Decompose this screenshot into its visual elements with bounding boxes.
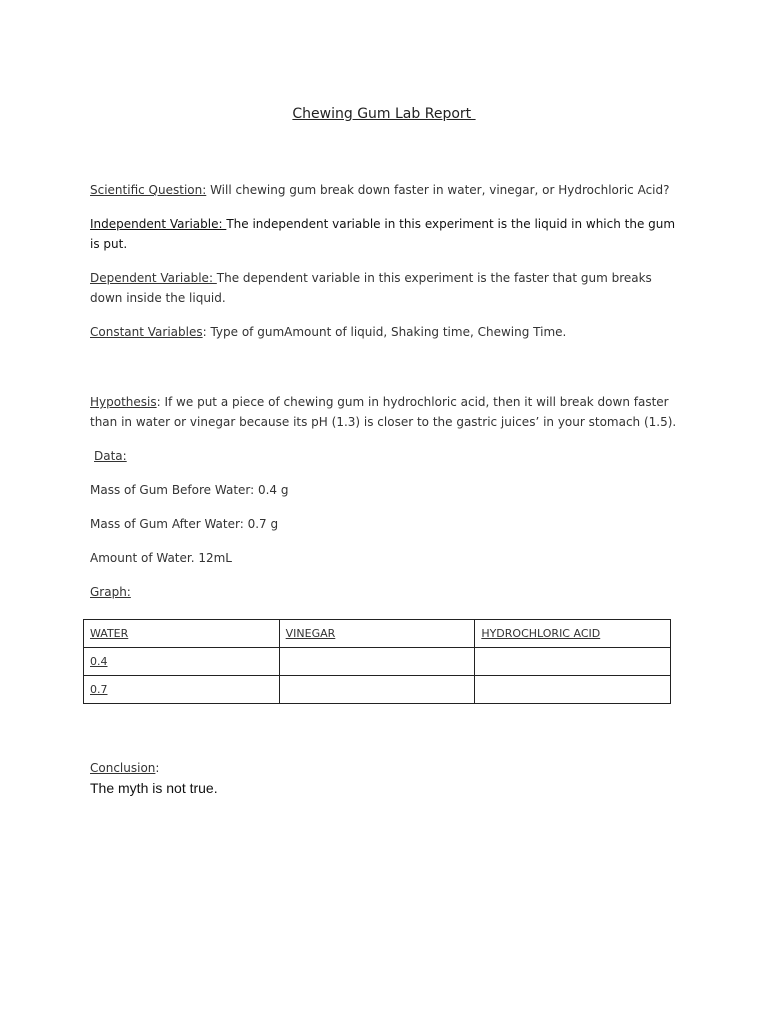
- table-cell: [279, 648, 475, 676]
- data-line-water-amount: [90, 548, 680, 568]
- conclusion-text: The myth is not true.: [90, 780, 218, 796]
- dependent-variable: [90, 268, 680, 308]
- scientific-question-text: Will chewing gum break down faster in water, vinegar, or Hydrochloric Acid?: [206, 183, 670, 197]
- data-line-text: Mass of Gum Before Water: 0.4 g: [90, 483, 289, 497]
- hypothesis-label: Hypothesis: [90, 395, 157, 409]
- hypothesis: [90, 392, 680, 432]
- data-line-mass-after: [90, 514, 680, 534]
- independent-variable: [90, 214, 680, 254]
- table-header-cell: [279, 620, 475, 648]
- conclusion-label: Conclusion: [90, 761, 156, 775]
- table-cell: [84, 676, 280, 704]
- table-header-cell: [475, 620, 671, 648]
- scientific-question-label: Scientific Question:: [90, 183, 207, 197]
- conclusion-heading: [90, 758, 680, 778]
- constant-variables-text: : Type of gumAmount of liquid, Shaking time, Chewing Time.: [202, 325, 567, 339]
- dependent-variable-text: The dependent variable in this experiment is the faster that gum breaks down inside the liquid.: [90, 271, 652, 305]
- header-vinegar: VINEGAR: [285, 627, 336, 640]
- title-text: Chewing Gum Lab Report: [292, 106, 476, 122]
- conclusion-colon: :: [155, 761, 160, 775]
- dependent-variable-label: Dependent Variable:: [90, 271, 217, 285]
- header-water: WATER: [90, 627, 129, 640]
- data-table: [83, 619, 671, 704]
- table-row: [84, 648, 671, 676]
- hypothesis-text: : If we put a piece of chewing gum in hydrochloric acid, then it will break down faster than in water or vinegar because its pH (1.3) is closer to the gastric juices’ in your stomach (1.5).: [90, 395, 677, 429]
- table-cell: [475, 648, 671, 676]
- table-header-cell: [84, 620, 280, 648]
- cell-value: 0.4: [90, 655, 108, 668]
- independent-variable-text: The independent variable in this experiment is the liquid in which the gum is put.: [90, 217, 676, 251]
- graph-heading-text: Graph:: [90, 585, 131, 599]
- constant-variables: [90, 322, 680, 342]
- data-line-text: Amount of Water. 12mL: [90, 551, 232, 565]
- data-line-mass-before: [90, 480, 680, 500]
- data-heading-text: Data:: [94, 449, 127, 463]
- scientific-question: [90, 180, 680, 200]
- data-heading: [94, 446, 684, 466]
- constant-variables-label: Constant Variables: [90, 325, 203, 339]
- table-row: [84, 676, 671, 704]
- table-cell: [279, 676, 475, 704]
- table-cell: [475, 676, 671, 704]
- data-line-text: Mass of Gum After Water: 0.7 g: [90, 517, 279, 531]
- independent-variable-label: Independent Variable:: [90, 217, 227, 231]
- table-cell: [84, 648, 280, 676]
- graph-heading: [90, 582, 680, 602]
- header-hydrochloric-acid: HYDROCHLORIC ACID: [481, 627, 601, 640]
- page-title: [0, 106, 768, 122]
- table-header-row: [84, 620, 671, 648]
- cell-value: 0.7: [90, 683, 108, 696]
